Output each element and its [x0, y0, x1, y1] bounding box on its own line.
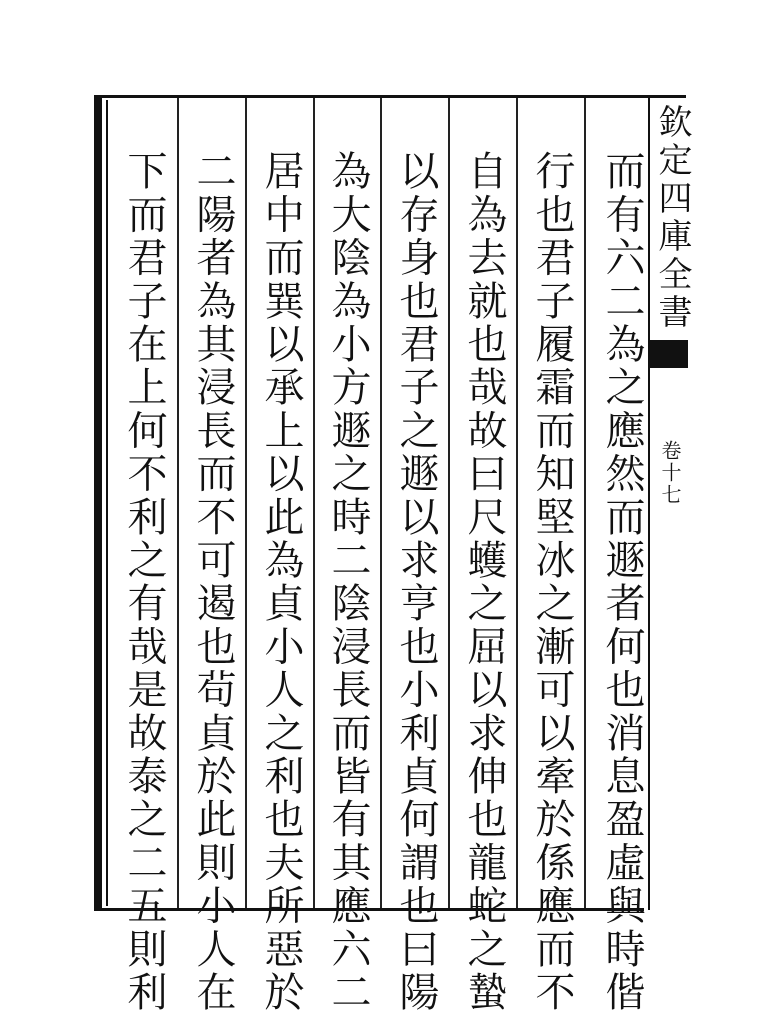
frame-left-inner-border	[106, 100, 108, 906]
text-column-2: 行也君子履霜而知堅冰之漸可以牽於係應而不	[529, 150, 575, 1014]
text-column-8: 下而君子在上何不利之有哉是故泰之二五則利	[121, 150, 167, 1014]
text-column-7: 二陽者為其浸長而不可遏也茍貞於此則小人在	[190, 150, 236, 1014]
text-column-6: 居中而巽以承上以此為貞小人之利也夫所惡於	[258, 150, 304, 1014]
text-column-5: 為大陰為小方遯之時二陰浸長而皆有其應六二	[325, 150, 371, 1014]
column-rule	[380, 98, 382, 908]
book-title: 欽定四庫全書	[652, 104, 692, 332]
fish-tail-mark	[648, 340, 688, 368]
column-rule	[584, 98, 586, 908]
text-column-4: 以存身也君子之遯以求亨也小利貞何謂也曰陽	[393, 150, 439, 1014]
frame-left-border	[94, 95, 102, 911]
column-rule	[177, 98, 179, 908]
text-column-3: 自為去就也哉故曰尺蠖之屈以求伸也龍蛇之蟄	[461, 150, 507, 1014]
frame-top-border	[96, 95, 686, 98]
text-column-1: 而有六二為之應然而遯者何也消息盈虛與時偕	[599, 150, 645, 1014]
juan-number: 卷十七	[658, 440, 682, 506]
column-rule	[516, 98, 518, 908]
column-rule	[245, 98, 247, 908]
column-rule	[448, 98, 450, 908]
column-rule	[313, 98, 315, 908]
